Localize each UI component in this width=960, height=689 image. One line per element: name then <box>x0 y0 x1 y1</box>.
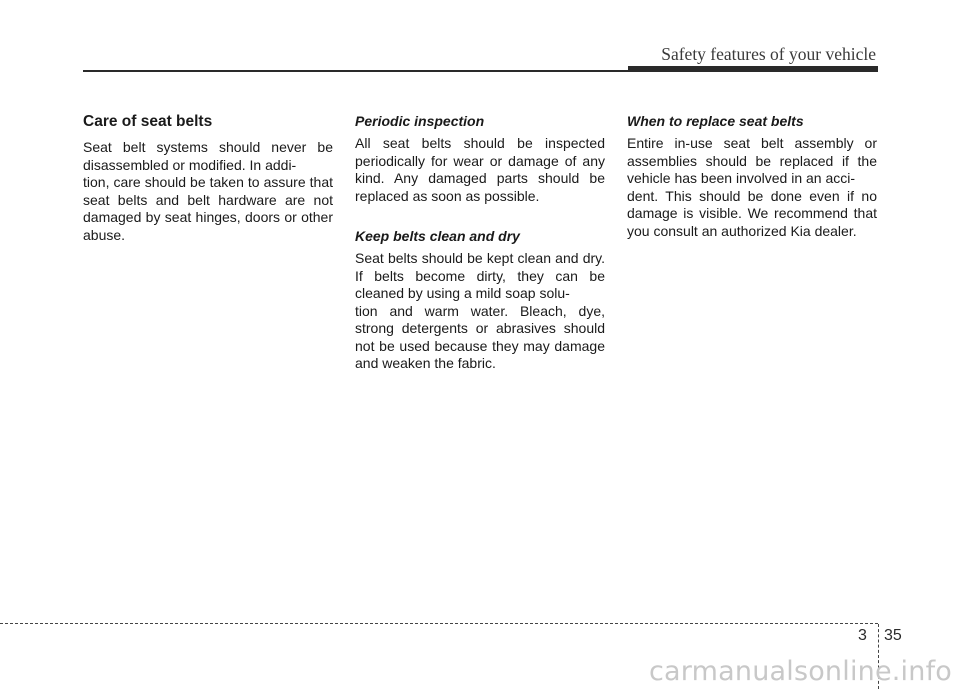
periodic-paragraph: All seat belts should be inspected periodically for wear or damage of any kind. Any damaged parts should be replaced as soon as possible. <box>355 135 605 204</box>
periodic-heading: Periodic inspection <box>355 113 485 129</box>
care-heading: Care of seat belts <box>83 113 213 130</box>
chapter-number: 3 <box>858 627 867 644</box>
section-header-title: Safety features of your vehicle <box>661 44 876 64</box>
column-middle <box>355 112 605 373</box>
replace-paragraph: Entire in-use seat belt assembly or assemblies should be replaced if the vehicle has been involved in an acci- dent. This should be done even if no damage is visible. We recommend that you consult an authorized Kia dealer. <box>627 135 877 239</box>
page-number: 35 <box>884 627 902 644</box>
clean-heading: Keep belts clean and dry <box>355 228 520 244</box>
watermark-text: carmanualsonline.info <box>649 656 952 687</box>
clean-paragraph: Seat belts should be kept clean and dry. If belts become dirty, they can be cleaned by using a mild soap solu- tion and warm water. Bleach, dye, strong detergents or abrasives should not be used because they may damage and weaken the fabric. <box>355 250 605 371</box>
replace-heading: When to replace seat belts <box>627 113 804 129</box>
footer-dashed-rule <box>0 623 878 624</box>
header-accent-bar <box>628 66 878 72</box>
care-paragraph: Seat belt systems should never be disassembled or modified. In addi- tion, care should be taken to assure that seat belts and belt hardware are not damaged by seat hinges, doors or other abuse. <box>83 139 333 243</box>
column-right <box>627 112 877 240</box>
column-left <box>83 112 333 244</box>
